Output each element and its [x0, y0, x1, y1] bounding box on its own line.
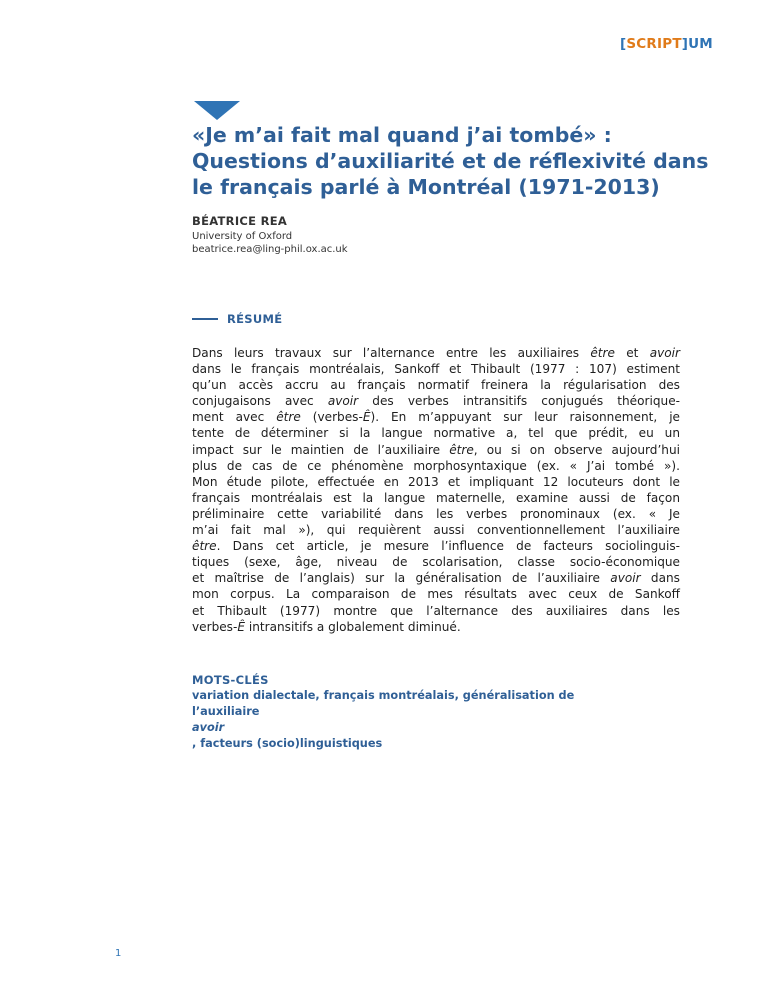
abstract-line	[192, 377, 680, 393]
abstract-text-run: ). En m’appuyant sur leur raisonnement, je	[370, 410, 680, 425]
abstract-line	[192, 570, 680, 586]
abstract-text-run: Mon étude pilote, effectuée en 2013 et impliquant 12 locuteurs dont le	[192, 474, 680, 489]
logo-um-text: UM	[688, 36, 713, 52]
abstract-text-run: tente de déterminer si la langue normative a, tel que prédit, eu un	[192, 426, 680, 441]
title-line-1: «Je m’ai fait mal quand j’ai tombé» :	[192, 123, 612, 147]
title-line-3: le français parlé à Montréal (1971-2013)	[192, 175, 660, 199]
author-affiliation-block	[192, 231, 348, 256]
abstract-text-run: mon corpus. La comparaison de mes résultats avec ceux de Sankoff	[192, 587, 680, 602]
journal-logo	[620, 36, 713, 52]
abstract-italic-run: avoir	[327, 394, 359, 409]
abstract-text-run: ment avec	[192, 410, 277, 425]
logo-script-text: SCRIPT	[626, 36, 682, 52]
abstract-italic-run: avoir	[610, 571, 641, 586]
author-affiliation: University of Oxford	[192, 231, 293, 242]
abstract-line	[192, 619, 680, 635]
abstract-italic-run: Ê	[362, 410, 371, 425]
abstract-text-run: intransitifs a globalement diminué.	[245, 619, 461, 634]
abstract-italic-run: être	[192, 539, 217, 554]
abstract-text-run: qu’un accès accru au français normatif freinera la régularisation des	[192, 378, 680, 393]
abstract-text-run: tiques (sexe, âge, niveau de scolarisation, classe socio-économique	[192, 555, 680, 570]
abstract-text-run: préliminaire cette variabilité dans les verbes pronominaux (ex. « Je	[192, 506, 680, 521]
abstract-line	[192, 586, 680, 602]
keywords-line-1: variation dialectale, français montréalais, généralisation de	[192, 689, 575, 702]
keywords-text	[192, 688, 662, 752]
abstract-italic-run: être	[276, 410, 301, 425]
abstract-italic-run: avoir	[649, 346, 680, 360]
abstract-text-run: . Dans cet article, je mesure l’influence de facteurs sociolinguis-	[216, 539, 680, 554]
abstract-text-run: français montréalais est la langue maternelle, examine aussi de façon	[192, 490, 680, 505]
abstract-text-run: plus de cas de ce phénomène morphosyntaxique (ex. « J’ai tombé »).	[192, 458, 680, 473]
abstract-line	[192, 345, 680, 361]
abstract-text-run: Dans leurs travaux sur l’alternance entre les auxiliaires	[192, 346, 591, 360]
abstract-italic-run: Ê	[237, 619, 246, 634]
heading-rule	[192, 318, 218, 320]
title-line-2: Questions d’auxiliarité et de réflexivité dans	[192, 149, 709, 173]
keywords-line-2-post: , facteurs (socio)linguistiques	[192, 737, 383, 750]
abstract-italic-run: être	[590, 346, 615, 360]
abstract-text-run: , ou si on observe aujourd’hui	[473, 442, 680, 457]
abstract-text-run: conjugaisons avec	[192, 394, 328, 409]
abstract-line	[192, 603, 680, 619]
abstract-text-run: et maîtrise de l’anglais) sur la généralisation de l’auxiliaire	[192, 571, 611, 586]
author-email: beatrice.rea@ling-phil.ox.ac.uk	[192, 243, 348, 255]
abstract-line	[192, 538, 680, 554]
abstract-body	[192, 345, 680, 635]
abstract-line	[192, 425, 680, 441]
abstract-heading	[192, 312, 282, 326]
abstract-text-run: dans	[640, 571, 680, 586]
abstract-line	[192, 361, 680, 377]
keywords-line-2-italic: avoir	[192, 721, 225, 734]
keywords-line-2-pre: l’auxiliaire	[192, 705, 260, 718]
abstract-heading-label: RÉSUMÉ	[227, 312, 283, 326]
logo-bracket-open: [	[620, 36, 627, 52]
page-number: 1	[115, 948, 122, 959]
abstract-line	[192, 490, 680, 506]
keywords-line-2	[192, 704, 662, 752]
abstract-line	[192, 409, 680, 425]
abstract-line	[192, 522, 680, 538]
abstract-line	[192, 554, 680, 570]
abstract-text-run: et	[614, 346, 650, 360]
abstract-line	[192, 458, 680, 474]
abstract-line	[192, 393, 680, 409]
abstract-line	[192, 474, 680, 490]
article-title	[192, 122, 709, 200]
abstract-italic-run: être	[449, 442, 474, 457]
abstract-text-run: (verbes-	[300, 410, 363, 425]
abstract-text-run: verbes-	[192, 619, 238, 634]
triangle-marker-icon	[194, 101, 240, 120]
abstract-text-run: impact sur le maintien de l’auxiliaire	[192, 442, 450, 457]
abstract-text-run: m’ai fait mal »), qui requièrent aussi conventionnellement l’auxiliaire	[192, 523, 680, 538]
abstract-line	[192, 442, 680, 458]
abstract-line	[192, 506, 680, 522]
logo-bracket-close: ]	[681, 36, 689, 52]
keywords-heading: MOTS-CLÉS	[192, 673, 269, 687]
abstract-text-run: dans le français montréalais, Sankoff et Thibault (1977 : 107) estiment	[192, 362, 680, 377]
abstract-text-run: des verbes intransitifs conjugués théorique-	[358, 394, 681, 409]
abstract-text-run: et Thibault (1977) montre que l’alternance des auxiliaires dans les	[192, 603, 680, 618]
author-name: BÉATRICE REA	[192, 214, 288, 228]
